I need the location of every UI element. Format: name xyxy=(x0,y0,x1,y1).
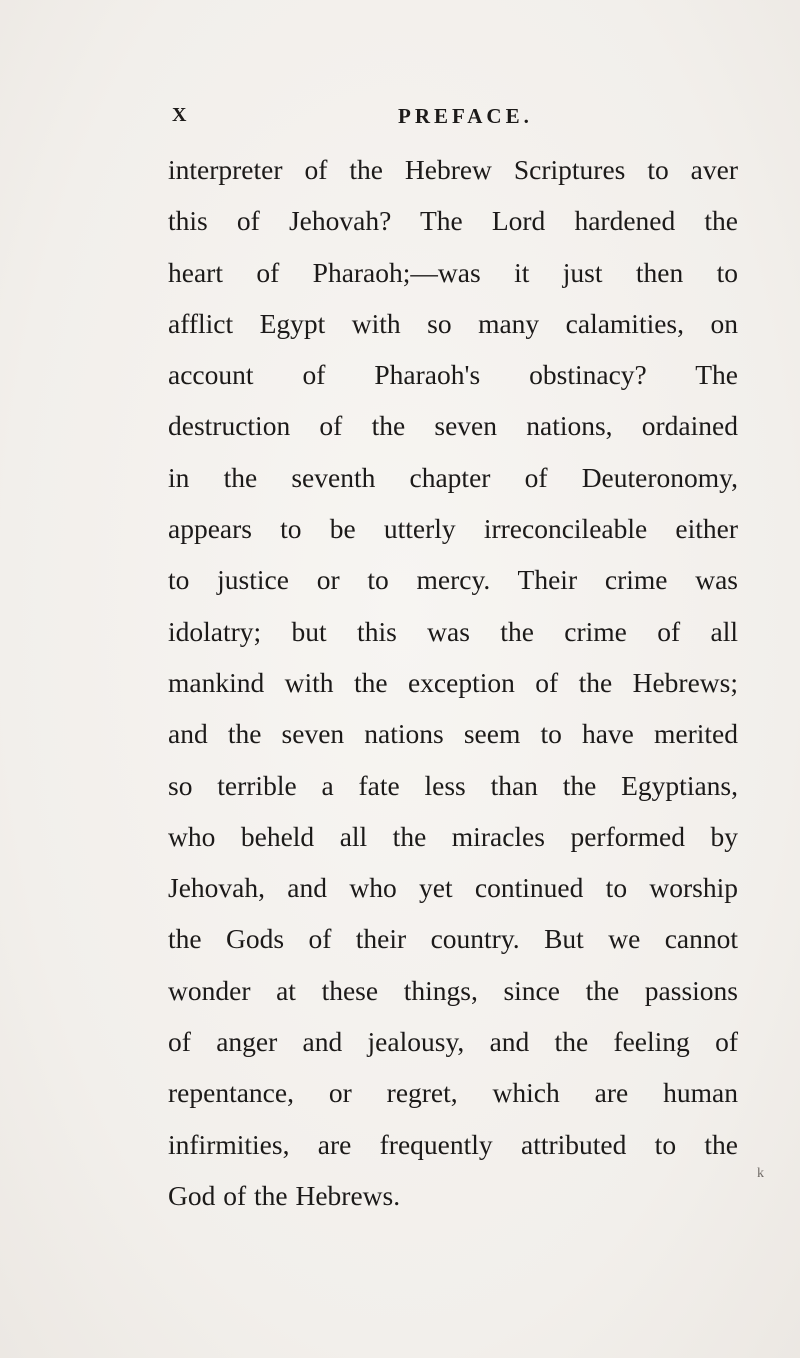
text-line: who beheld all the miracles performed by xyxy=(168,820,738,852)
text-line: repentance, or regret, which are human xyxy=(168,1077,738,1109)
text-line: so terrible a fate less than the Egyptians, xyxy=(168,769,738,801)
text-line: appears to be utterly irreconcileable either xyxy=(168,513,738,545)
text-line: interpreter of the Hebrew Scriptures to aver xyxy=(168,154,738,185)
page-header xyxy=(0,104,800,134)
text-line: infirmities, are frequently attributed to the xyxy=(168,1128,738,1160)
printer-mark: k xyxy=(757,1166,764,1181)
text-line: to justice or to mercy. Their crime was xyxy=(168,564,738,596)
text-line: God of the Hebrews. xyxy=(168,1179,401,1211)
text-line: account of Pharaoh's obstinacy? The xyxy=(168,359,738,391)
text-line: and the seven nations seem to have merited xyxy=(168,718,738,750)
page-number: X xyxy=(172,104,188,126)
text-line: Jehovah, and who yet continued to worship xyxy=(168,872,738,904)
text-line: the Gods of their country. But we cannot xyxy=(168,923,738,955)
text-line: in the seventh chapter of Deuteronomy, xyxy=(168,461,738,493)
text-line: destruction of the seven nations, ordained xyxy=(168,410,738,442)
text-line: mankind with the exception of the Hebrews; xyxy=(168,666,738,698)
text-line: this of Jehovah? The Lord hardened the xyxy=(168,205,738,237)
running-head: PREFACE. xyxy=(398,104,533,128)
text-line: afflict Egypt with so many calamities, on xyxy=(168,307,738,339)
text-line: idolatry; but this was the crime of all xyxy=(168,615,738,647)
text-line: heart of Pharaoh;—was it just then to xyxy=(168,256,738,288)
text-line: of anger and jealousy, and the feeling of xyxy=(168,1026,738,1058)
body-paragraph xyxy=(168,144,738,1221)
text-line: wonder at these things, since the passions xyxy=(168,974,738,1006)
